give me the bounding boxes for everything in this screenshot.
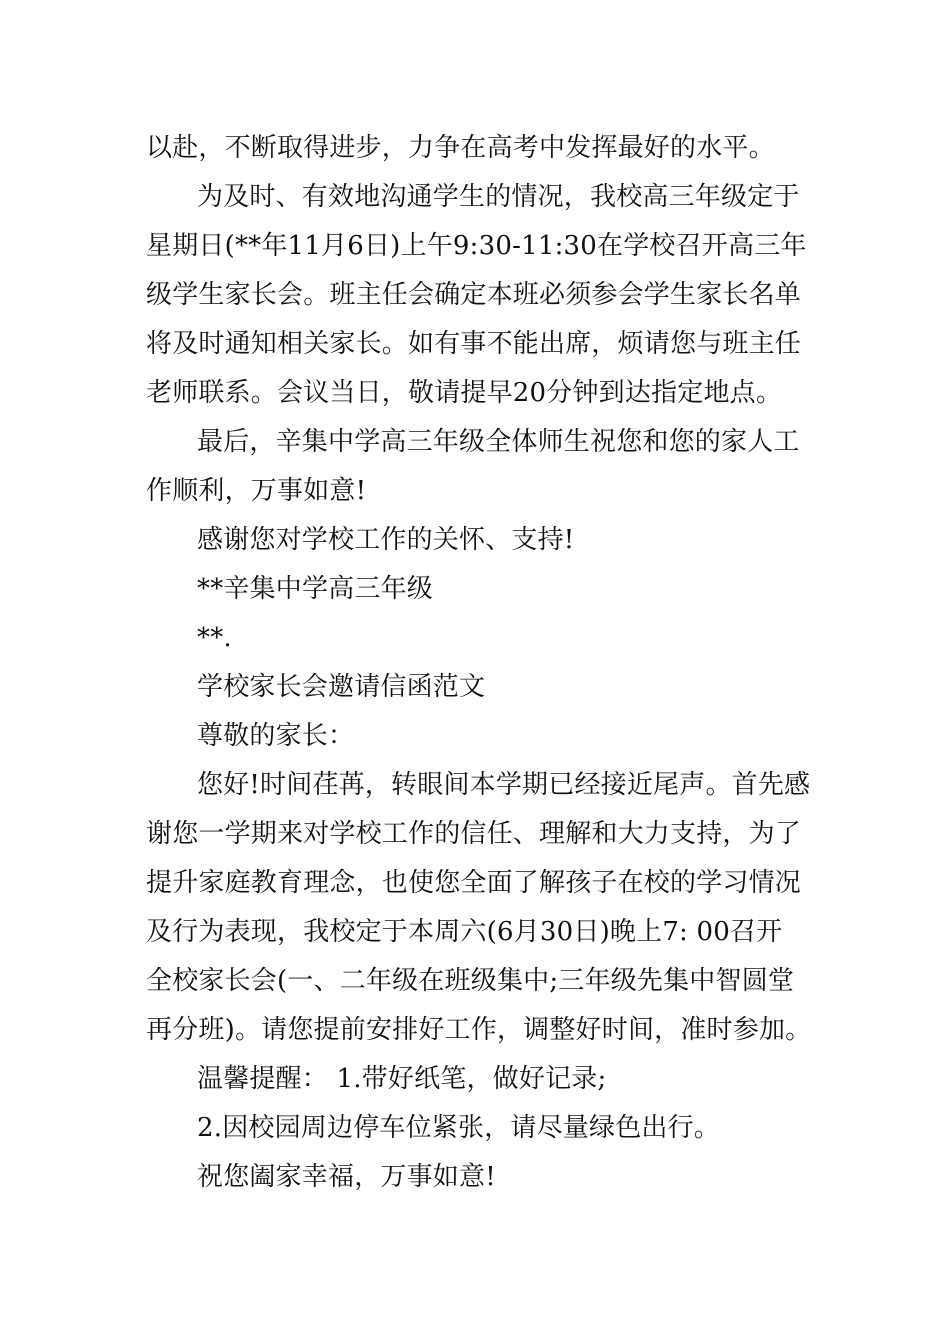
- text-line: 将及时通知相关家长。如有事不能出席，烦请您与班主任: [146, 329, 802, 359]
- text-line: 及行为表现，我校定于本周六(6月30日)晚上7: 00召开: [146, 917, 783, 947]
- reminder-line: 2.因校园周边停车位紧张，请尽量绿色出行。: [197, 1113, 721, 1143]
- text-line: 星期日(**年11月6日)上午9:30-11:30在学校召开高三年: [146, 231, 807, 261]
- text-line: 老师联系。会议当日，敬请提早20分钟到达指定地点。: [146, 378, 783, 408]
- text-line: 您好!时间荏苒，转眼间本学期已经接近尾声。首先感: [197, 770, 811, 800]
- text-line: 以赴，不断取得进步，力争在高考中发挥最好的水平。: [146, 133, 775, 163]
- text-line: 再分班)。请您提前安排好工作，调整好时间，准时参加。: [146, 1015, 812, 1045]
- section-title: 学校家长会邀请信函范文: [197, 672, 486, 702]
- date-line: **.: [197, 623, 232, 653]
- closing-line: 祝您阖家幸福，万事如意!: [197, 1162, 496, 1192]
- reminder-line: 温馨提醒： 1.带好纸笔，做好记录;: [197, 1064, 607, 1094]
- text-line: 全校家长会(一、二年级在班级集中;三年级先集中智圆堂: [146, 966, 795, 996]
- school-signature: **辛集中学高三年级: [197, 574, 434, 604]
- text-line: 为及时、有效地沟通学生的情况，我校高三年级定于: [197, 182, 800, 212]
- text-line: 谢您一学期来对学校工作的信任、理解和大力支持，为了: [146, 819, 802, 849]
- text-line: 作顺利，万事如意!: [146, 476, 367, 506]
- text-line: 提升家庭教育理念，也使您全面了解孩子在校的学习情况: [146, 868, 802, 898]
- text-line: 级学生家长会。班主任会确定本班必须参会学生家长名单: [146, 280, 802, 310]
- text-line: 感谢您对学校工作的关怀、支持!: [197, 525, 575, 555]
- letter-body: [146, 124, 816, 1202]
- salutation: 尊敬的家长：: [197, 721, 355, 751]
- text-line: 最后，辛集中学高三年级全体师生祝您和您的家人工: [197, 427, 800, 457]
